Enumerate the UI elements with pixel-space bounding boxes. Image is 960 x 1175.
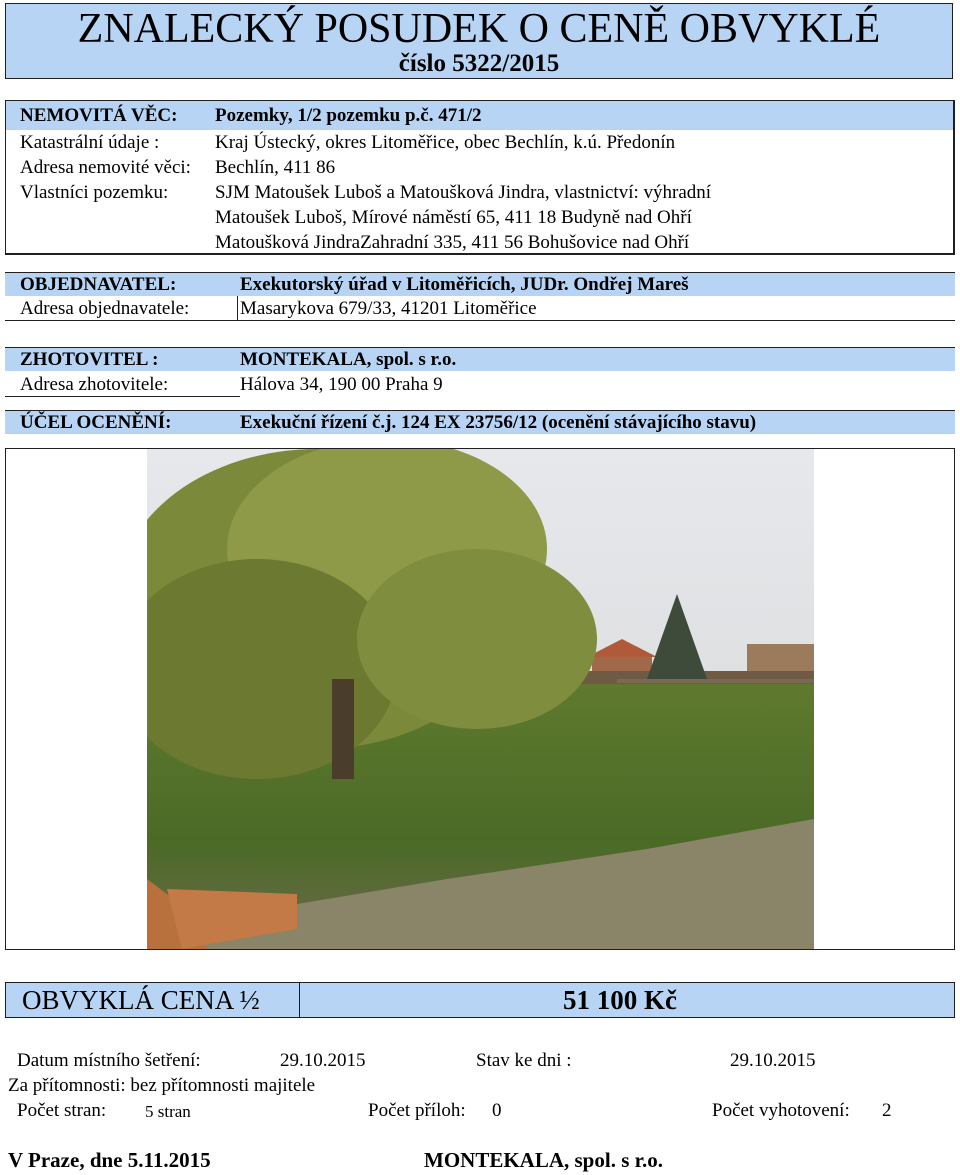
purpose-label: ÚČEL OCENĚNÍ:: [20, 412, 172, 433]
title-box: [5, 3, 953, 79]
attachments-label: Počet příloh:: [368, 1100, 466, 1121]
attachments-value: 0: [492, 1100, 502, 1121]
owners-line: Matoušková JindraZahradní 335, 411 56 Bohušovice nad Ohří: [215, 232, 690, 253]
document-title: ZNALECKÝ POSUDEK O CENĚ OBVYKLÉ: [77, 6, 881, 52]
document-number: číslo 5322/2015: [398, 50, 560, 77]
cadastre-label: Katastrální údaje :: [20, 132, 160, 153]
owners-line: Matoušek Luboš, Mírové náměstí 65, 411 18 Budyně nad Ohří: [215, 207, 692, 228]
price-value: 51 100 Kč: [563, 985, 677, 1015]
state-date-label: Stav ke dni :: [476, 1050, 572, 1071]
property-value: Pozemky, 1/2 pozemku p.č. 471/2: [215, 105, 482, 126]
property-photo: [147, 449, 814, 949]
cadastre-value: Kraj Ústecký, okres Litoměřice, obec Bechlín, k.ú. Předonín: [215, 132, 676, 153]
place-date: V Praze, dne 5.11.2015: [8, 1148, 211, 1172]
purpose-value: Exekuční řízení č.j. 124 EX 23756/12 (ocenění stávajícího stavu): [240, 412, 757, 433]
owners-line: SJM Matoušek Luboš a Matoušková Jindra, vlastnictví: výhradní: [215, 182, 712, 203]
contractor-address-label: Adresa zhotovitele:: [20, 374, 169, 395]
contractor-value: MONTEKALA, spol. s r.o.: [240, 349, 457, 370]
copies-value: 2: [882, 1100, 892, 1121]
property-label: NEMOVITÁ VĚC:: [20, 105, 178, 126]
client-value: Exekutorský úřad v Litoměřicích, JUDr. Ondřej Mareš: [240, 274, 689, 295]
price-label: OBVYKLÁ CENA ½: [22, 985, 260, 1015]
contractor-address-value: Hálova 34, 190 00 Praha 9: [240, 374, 443, 395]
inspection-date-label: Datum místního šetření:: [17, 1050, 201, 1071]
presence-note: Za přítomnosti: bez přítomnosti majitele: [8, 1075, 316, 1096]
pages-label: Počet stran:: [17, 1100, 107, 1121]
address-value: Bechlín, 411 86: [215, 157, 336, 178]
copies-label: Počet vyhotovení:: [712, 1100, 850, 1121]
state-date: 29.10.2015: [730, 1050, 816, 1071]
contractor-label: ZHOTOVITEL :: [20, 349, 159, 370]
client-divider: [237, 296, 238, 320]
client-address-value: Masarykova 679/33, 41201 Litoměřice: [240, 298, 537, 319]
address-label: Adresa nemovité věci:: [20, 157, 191, 178]
price-divider: [299, 982, 300, 1018]
signature-company: MONTEKALA, spol. s r.o.: [424, 1148, 664, 1172]
client-address-label: Adresa objednavatele:: [20, 298, 190, 319]
client-label: OBJEDNAVATEL:: [20, 274, 177, 295]
contractor-bottom-line: [5, 396, 240, 397]
client-bottom-line: [5, 320, 955, 321]
inspection-date: 29.10.2015: [280, 1050, 366, 1071]
owners-label: Vlastníci pozemku:: [20, 182, 169, 203]
pages-value: 5 stran: [145, 1102, 191, 1121]
